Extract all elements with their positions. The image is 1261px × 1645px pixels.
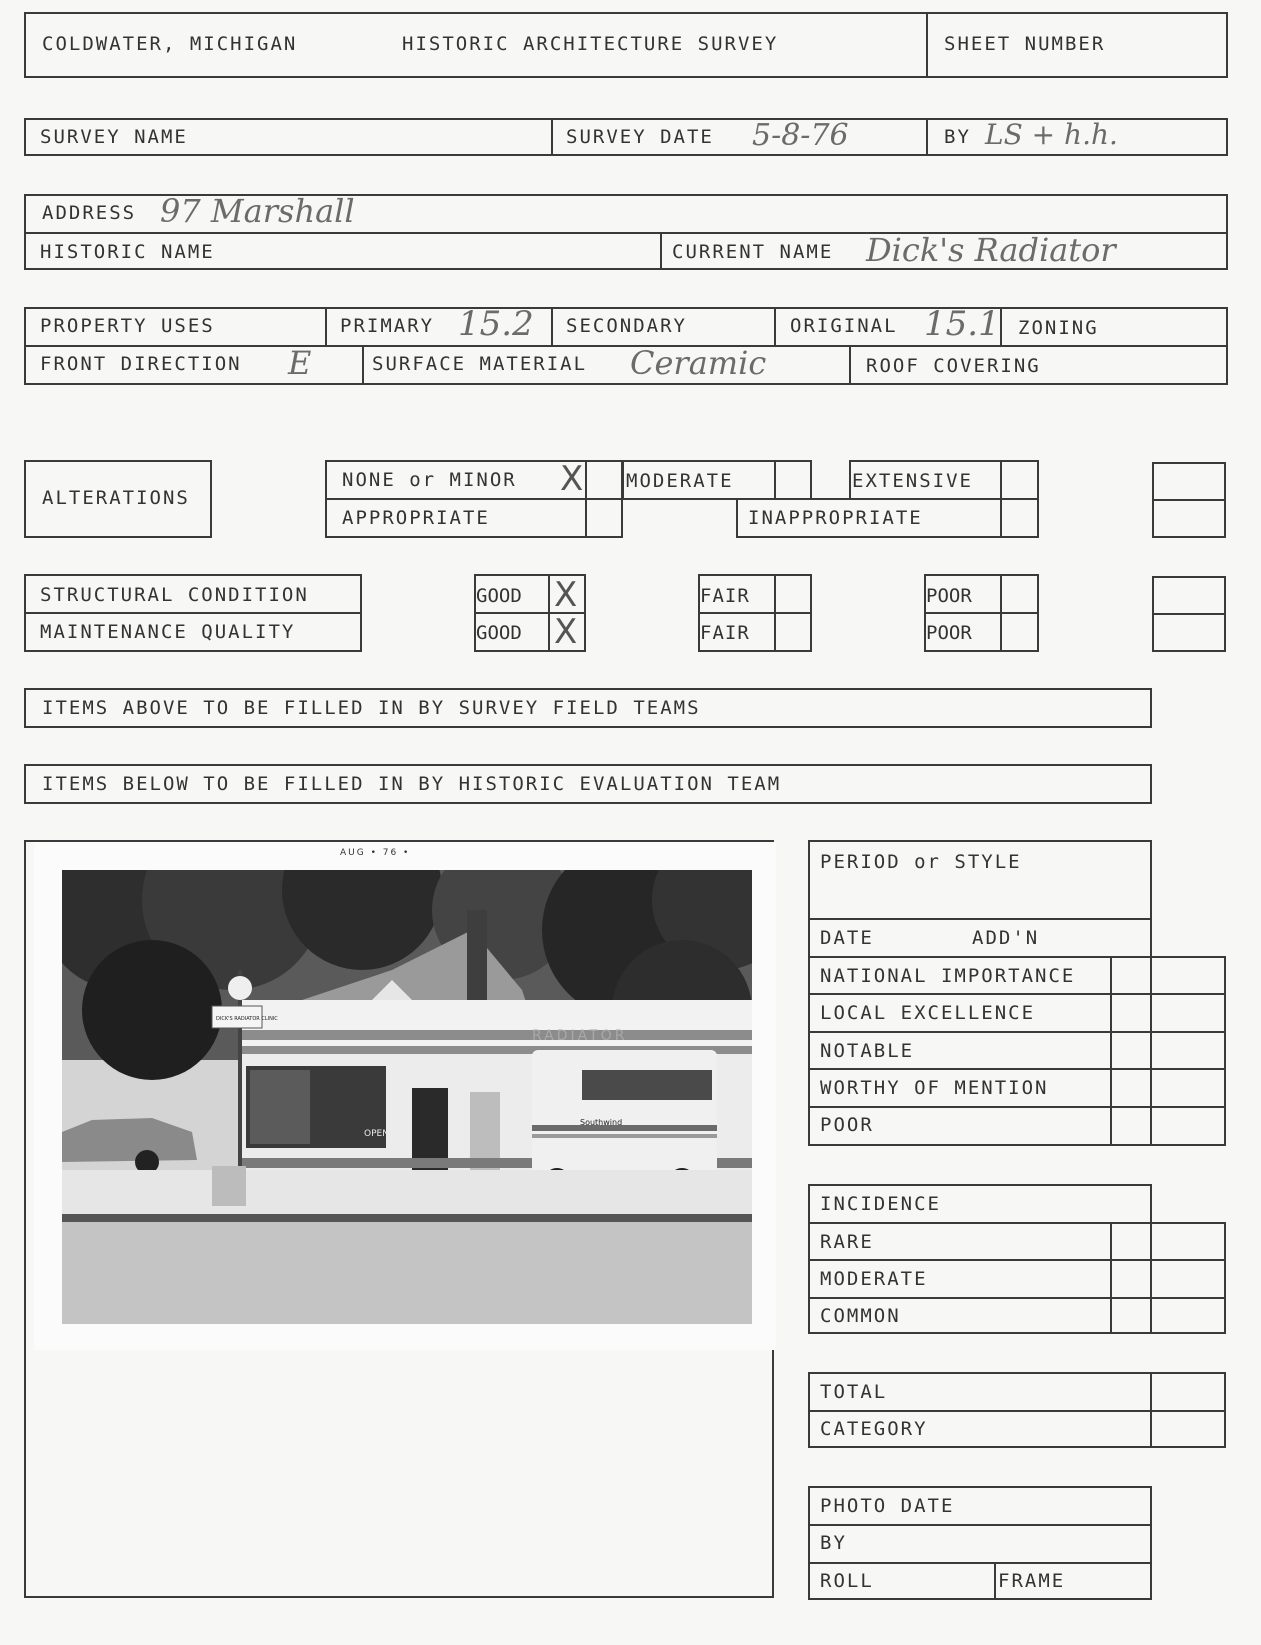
historic-name-label: HISTORIC NAME: [40, 241, 215, 263]
evaluation-score-column: [1150, 956, 1226, 1146]
form-title: HISTORIC ARCHITECTURE SURVEY: [402, 33, 779, 55]
original-label: ORIGINAL: [790, 315, 898, 337]
extensive-checkbox[interactable]: [1000, 460, 1039, 500]
total-label: TOTAL: [820, 1381, 888, 1403]
divider: [1110, 956, 1112, 1146]
structural-condition-label: STRUCTURAL CONDITION: [40, 584, 309, 606]
divider: [24, 612, 362, 614]
by-label: BY: [944, 126, 971, 148]
category-label: CATEGORY: [820, 1418, 928, 1440]
divider: [808, 918, 1152, 920]
rare-label: RARE: [820, 1231, 874, 1253]
photo-by-label: BY: [820, 1532, 847, 1554]
field-teams-note: ITEMS ABOVE TO BE FILLED IN BY SURVEY FIELD TEAMS: [42, 697, 701, 719]
evaluation-team-note: ITEMS BELOW TO BE FILLED IN BY HISTORIC EVALUATION TEAM: [42, 773, 782, 795]
divider: [24, 345, 1228, 347]
photo-date-label: PHOTO DATE: [820, 1495, 955, 1517]
divider: [849, 345, 851, 385]
current-name-value: Dick's Radiator: [866, 231, 1116, 269]
divider: [1150, 1372, 1152, 1448]
roof-covering-label: ROOF COVERING: [866, 355, 1041, 377]
divider: [1000, 307, 1002, 345]
divider: [1152, 613, 1226, 615]
moderate-checkbox[interactable]: [774, 460, 812, 500]
good-label-structural: GOOD: [476, 585, 522, 607]
surface-material-label: SURFACE MATERIAL: [372, 353, 588, 375]
divider: [926, 118, 928, 156]
front-direction-label: FRONT DIRECTION: [40, 353, 242, 375]
rv-brand-text: Southwind: [580, 1118, 623, 1127]
address-label: ADDRESS: [42, 202, 137, 224]
primary-value: 15.2: [458, 304, 534, 344]
roll-label: ROLL: [820, 1570, 874, 1592]
poor-label-maintenance: POOR: [926, 622, 972, 644]
photo-caption: AUG • 76 •: [340, 848, 411, 858]
photo-scene: [62, 870, 752, 1324]
maintenance-quality-label: MAINTENANCE QUALITY: [40, 621, 296, 643]
extensive-label: EXTENSIVE: [852, 470, 973, 492]
divider: [1000, 574, 1002, 652]
incidence-score-column: [1150, 1222, 1226, 1334]
divider: [325, 498, 587, 500]
divider: [808, 1410, 1226, 1412]
header-divider: [926, 12, 928, 78]
maintenance-good-mark: X: [554, 612, 578, 652]
divider: [994, 1562, 996, 1600]
alterations-label: ALTERATIONS: [42, 487, 190, 509]
none-minor-mark: X: [560, 459, 584, 499]
divider: [660, 232, 662, 270]
appropriate-checkbox[interactable]: [585, 498, 623, 538]
secondary-label: SECONDARY: [566, 315, 687, 337]
address-value: 97 Marshall: [160, 192, 355, 230]
moderate-label: MODERATE: [626, 470, 734, 492]
appropriate-label: APPROPRIATE: [342, 507, 490, 529]
divider: [698, 612, 812, 614]
common-label: COMMON: [820, 1305, 901, 1327]
divider: [1110, 1222, 1112, 1334]
divider: [325, 307, 327, 345]
notable-label: NOTABLE: [820, 1040, 915, 1062]
front-direction-value: E: [288, 344, 312, 382]
wall-sign-text: RADIATOR: [532, 1028, 628, 1044]
period-style-label: PERIOD or STYLE: [820, 851, 1022, 873]
worthy-of-mention-label: WORTHY OF MENTION: [820, 1077, 1049, 1099]
zoning-label: ZONING: [1018, 317, 1099, 339]
divider: [362, 345, 364, 385]
good-label-maintenance: GOOD: [476, 622, 522, 644]
eval-poor-label: POOR: [820, 1114, 874, 1136]
inappropriate-label: INAPPROPRIATE: [748, 507, 923, 529]
divider: [551, 307, 553, 345]
original-value: 15.1: [924, 304, 1000, 344]
current-name-label: CURRENT NAME: [672, 241, 834, 263]
local-excellence-label: LOCAL EXCELLENCE: [820, 1002, 1036, 1024]
incidence-moderate-label: MODERATE: [820, 1268, 928, 1290]
poor-label-structural: POOR: [926, 585, 972, 607]
divider: [924, 612, 1039, 614]
divider: [808, 1562, 1152, 1564]
fair-label-structural: FAIR: [700, 585, 750, 607]
building-photo: [62, 870, 752, 1324]
divider: [774, 574, 776, 652]
inappropriate-checkbox[interactable]: [1000, 498, 1039, 538]
sheet-number-label: SHEET NUMBER: [944, 33, 1106, 55]
surface-material-value: Ceramic: [630, 344, 767, 382]
divider: [1152, 499, 1226, 501]
divider: [551, 118, 553, 156]
structural-good-mark: X: [554, 575, 578, 615]
divider: [774, 307, 776, 345]
survey-name-label: SURVEY NAME: [40, 126, 188, 148]
window-open-sign: OPEN: [364, 1129, 389, 1139]
national-importance-label: NATIONAL IMPORTANCE: [820, 965, 1076, 987]
primary-label: PRIMARY: [340, 315, 435, 337]
divider: [808, 1524, 1152, 1526]
property-uses-label: PROPERTY USES: [40, 315, 215, 337]
divider: [548, 574, 550, 652]
none-minor-checkbox[interactable]: [585, 460, 623, 500]
frame-label: FRAME: [998, 1570, 1066, 1592]
date-label: DATE: [820, 927, 874, 949]
survey-date-value: 5-8-76: [752, 118, 849, 153]
by-value: LS + h.h.: [985, 118, 1118, 151]
fair-label-maintenance: FAIR: [700, 622, 750, 644]
city-label: COLDWATER, MICHIGAN: [42, 33, 298, 55]
pole-sign-text: DICK'S RADIATOR CLINIC: [216, 1016, 278, 1022]
addn-label: ADD'N: [972, 927, 1040, 949]
survey-date-label: SURVEY DATE: [566, 126, 714, 148]
none-minor-label: NONE or MINOR: [342, 469, 517, 491]
incidence-label: INCIDENCE: [820, 1193, 941, 1215]
